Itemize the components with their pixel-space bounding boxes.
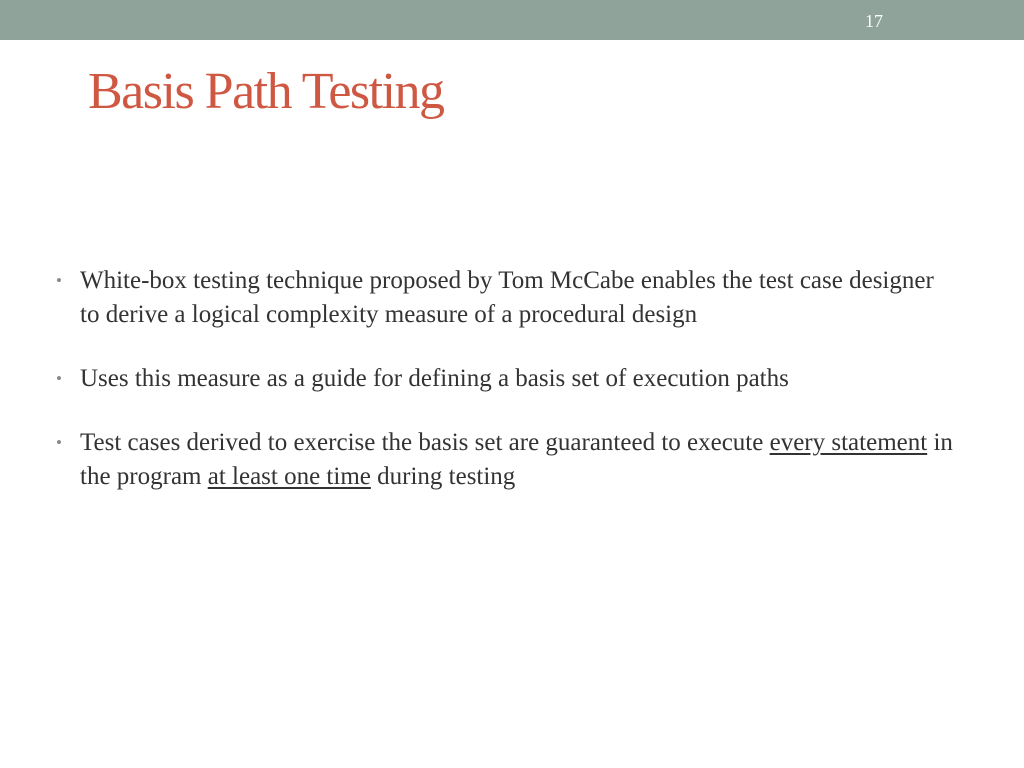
bullet-item — [56, 362, 956, 396]
slide-number: 17 — [865, 11, 883, 31]
slide-title: Basis Path Testing — [88, 63, 444, 120]
underlined-text: every statement — [769, 429, 928, 456]
bullet-text: during testing — [370, 463, 516, 490]
bullet-text: Uses this measure as a guide for defining a basis set of execution paths — [80, 365, 789, 392]
bullet-list — [56, 264, 956, 524]
bullet-dot-icon: • — [56, 433, 62, 452]
bullet-dot-icon: • — [56, 369, 62, 388]
bullet-item — [56, 426, 956, 494]
bullet-item — [56, 264, 956, 332]
underlined-text: at least one time — [207, 463, 371, 490]
header-bar — [0, 0, 1024, 40]
bullet-text: Test cases derived to exercise the basis set are guaranteed to execute — [80, 429, 770, 456]
bullet-text: in the program — [80, 429, 953, 490]
bullet-text: White-box testing technique proposed by Tom McCabe enables the test case designer to derive a logical complexity measure of a procedural design — [80, 267, 934, 328]
bullet-dot-icon: • — [56, 271, 62, 290]
